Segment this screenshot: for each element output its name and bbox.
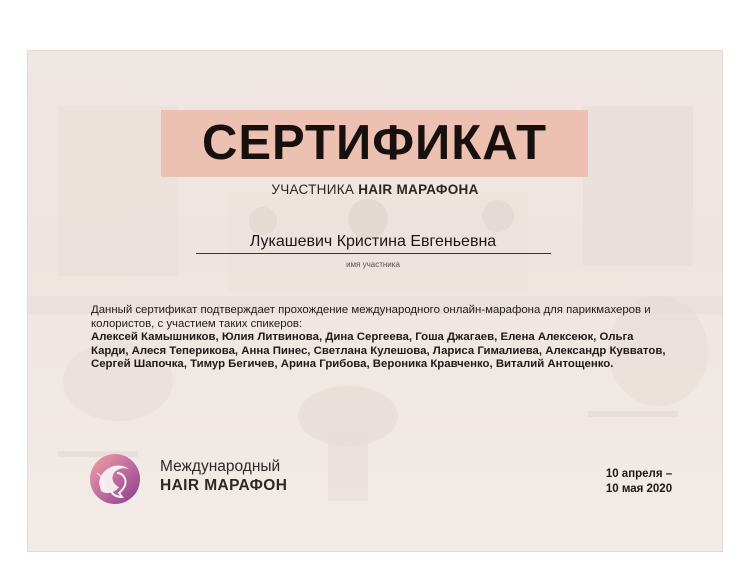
participant-name: Лукашевич Кристина Евгеньевна: [249, 233, 497, 250]
participant-caption: имя участника: [346, 260, 400, 269]
brand-line-2: HAIR МАРАФОН: [160, 477, 288, 494]
date-from: 10 апреля –: [605, 468, 673, 480]
speakers-list: Алексей Камышников, Юлия Литвинова, Дина Сергеева, Гоша Джагаев, Елена Алексеюк, Ольга Карди, Алеся Теперикова, Анна Пинес, Светлана Кулешова, Лариса Гималиева, Александр Кувватов, Сергей Шапочка, Тимур Бегичев, Арина Грибова, Вероника Кравченко, Виталий Антощенко.: [91, 331, 666, 371]
subtitle-bold: HAIR МАРАФОНА: [358, 182, 479, 197]
date-to: 10 мая 2020: [605, 483, 673, 495]
certificate-title: СЕРТИФИКАТ: [201, 116, 548, 170]
woman-profile-logo-icon: [89, 453, 141, 505]
brand-line-1: Международный: [160, 458, 281, 475]
certificate-subtitle: [28, 182, 722, 197]
event-dates: [584, 467, 694, 497]
certificate-intro: Данный сертификат подтверждает прохождение международного онлайн-марафона для парикмахеров и колористов, с участием таких спикеров:: [91, 304, 651, 330]
certificate-body: [91, 304, 666, 372]
brand-name: [160, 457, 287, 495]
name-underline: [196, 253, 551, 254]
certificate: [28, 51, 722, 551]
subtitle-prefix: УЧАСТНИКА: [271, 182, 359, 197]
